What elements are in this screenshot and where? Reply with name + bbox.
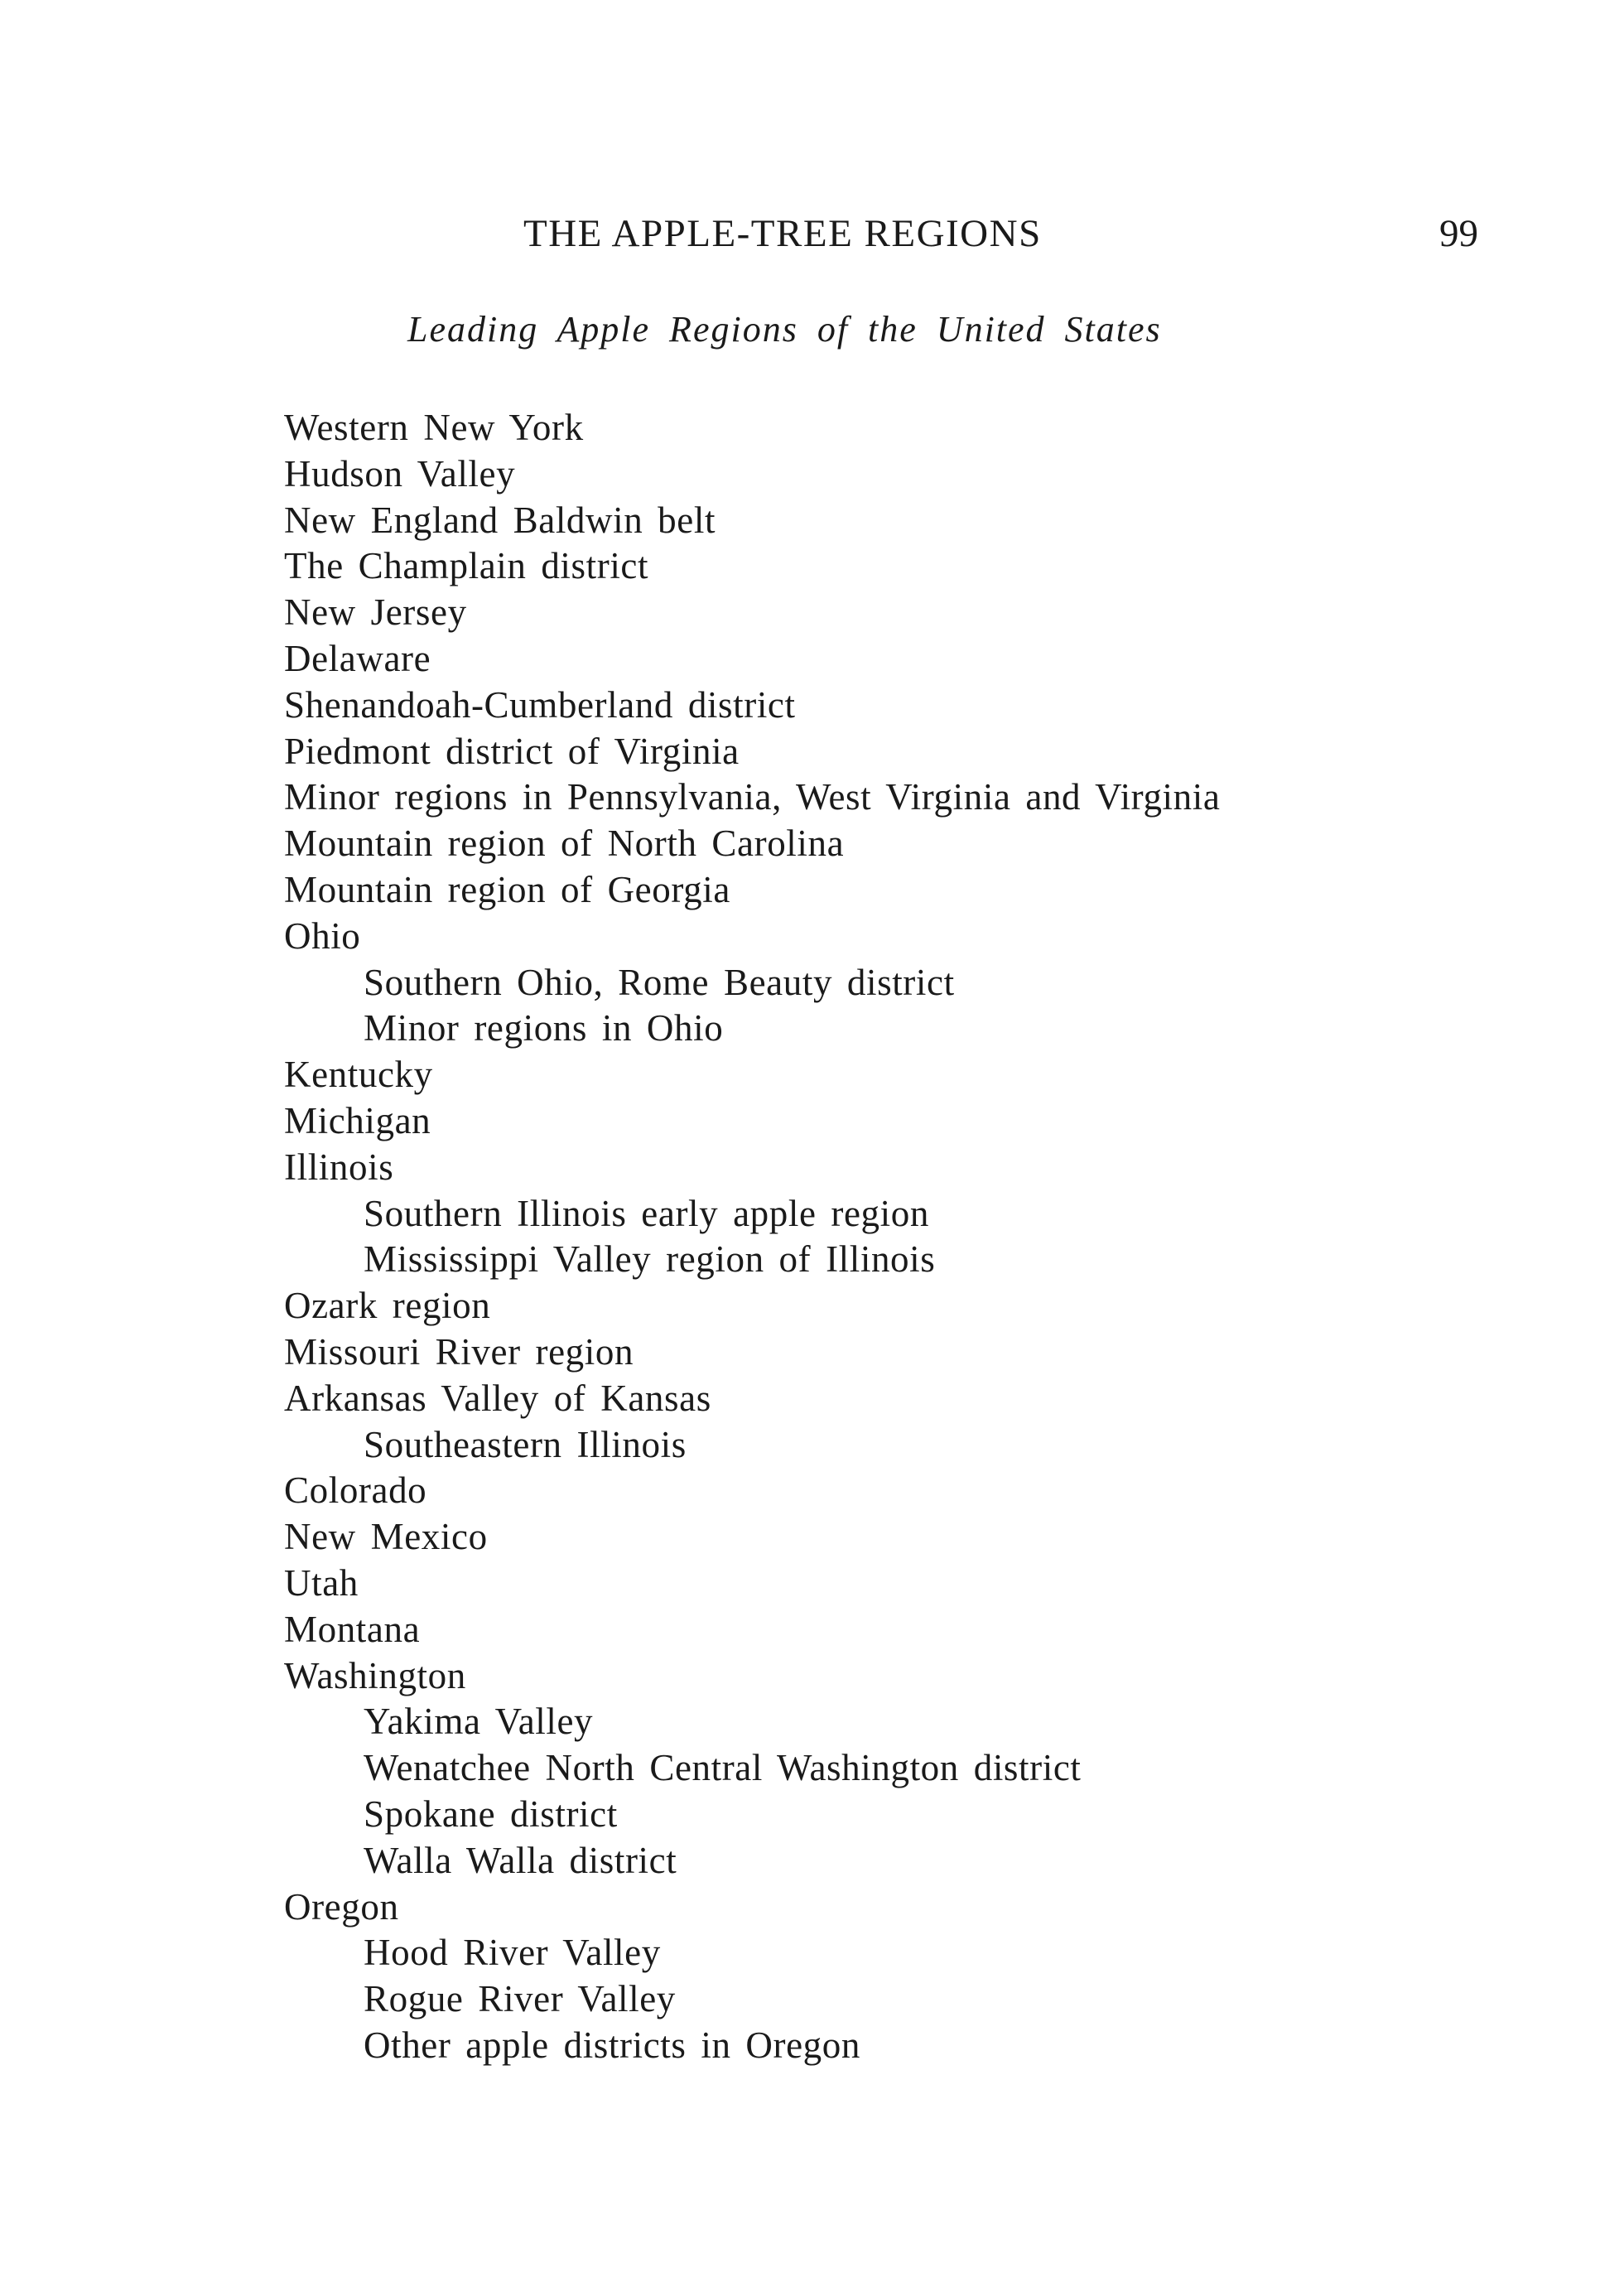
region-item: Minor regions in Pennsylvania, West Virginia and Virginia (284, 776, 1221, 818)
region-item: Delaware (284, 637, 431, 679)
region-item: Illinois (284, 1146, 394, 1188)
region-item: Michigan (284, 1099, 431, 1141)
region-item: Arkansas Valley of Kansas (284, 1377, 711, 1419)
region-item: Utah (284, 1561, 359, 1604)
sub-region-item: Mississippi Valley region of Illinois (364, 1238, 936, 1281)
region-item: Ozark region (284, 1285, 491, 1327)
running-head (0, 207, 1624, 265)
region-item: New Jersey (284, 591, 467, 634)
region-item: Mountain region of Georgia (284, 868, 730, 910)
sub-region-item: Yakima Valley (364, 1701, 594, 1743)
region-item: Mountain region of North Carolina (284, 823, 845, 865)
sub-region-item: Rogue River Valley (364, 1978, 676, 2020)
sub-region-item: Walla Walla district (364, 1839, 677, 1881)
region-item: Missouri River region (284, 1330, 634, 1373)
region-item: Shenandoah-Cumberland district (284, 683, 796, 726)
page-number: 99 (1439, 212, 1478, 255)
sub-region-item: Hood River Valley (364, 1932, 661, 1974)
region-item: Colorado (284, 1469, 427, 1512)
region-item: New England Baldwin belt (284, 499, 716, 541)
list-caption: Leading Apple Regions of the United States (407, 309, 1162, 350)
region-item: Kentucky (284, 1054, 433, 1096)
region-item: Western New York (284, 407, 584, 448)
region-item: Oregon (284, 1885, 399, 1928)
sub-region-item: Spokane district (364, 1793, 618, 1835)
region-item: New Mexico (284, 1516, 488, 1558)
region-item: Ohio (284, 914, 361, 957)
sub-region-item: Southern Illinois early apple region (364, 1192, 929, 1234)
sub-region-item: Southeastern Illinois (364, 1423, 687, 1465)
region-item: The Champlain district (284, 545, 649, 587)
region-item: Montana (284, 1608, 421, 1650)
region-item: Hudson Valley (284, 452, 516, 495)
sub-region-item: Other apple districts in Oregon (364, 2024, 860, 2066)
region-item: Washington (284, 1654, 466, 1696)
region-item: Piedmont district of Virginia (284, 730, 740, 772)
sub-region-item: Wenatchee North Central Washington district (364, 1747, 1082, 1789)
sub-region-item: Southern Ohio, Rome Beauty district (364, 961, 955, 1003)
running-title: THE APPLE-TREE REGIONS (523, 212, 1042, 255)
region-list (284, 405, 1220, 2069)
sub-region-item: Minor regions in Ohio (364, 1007, 724, 1049)
